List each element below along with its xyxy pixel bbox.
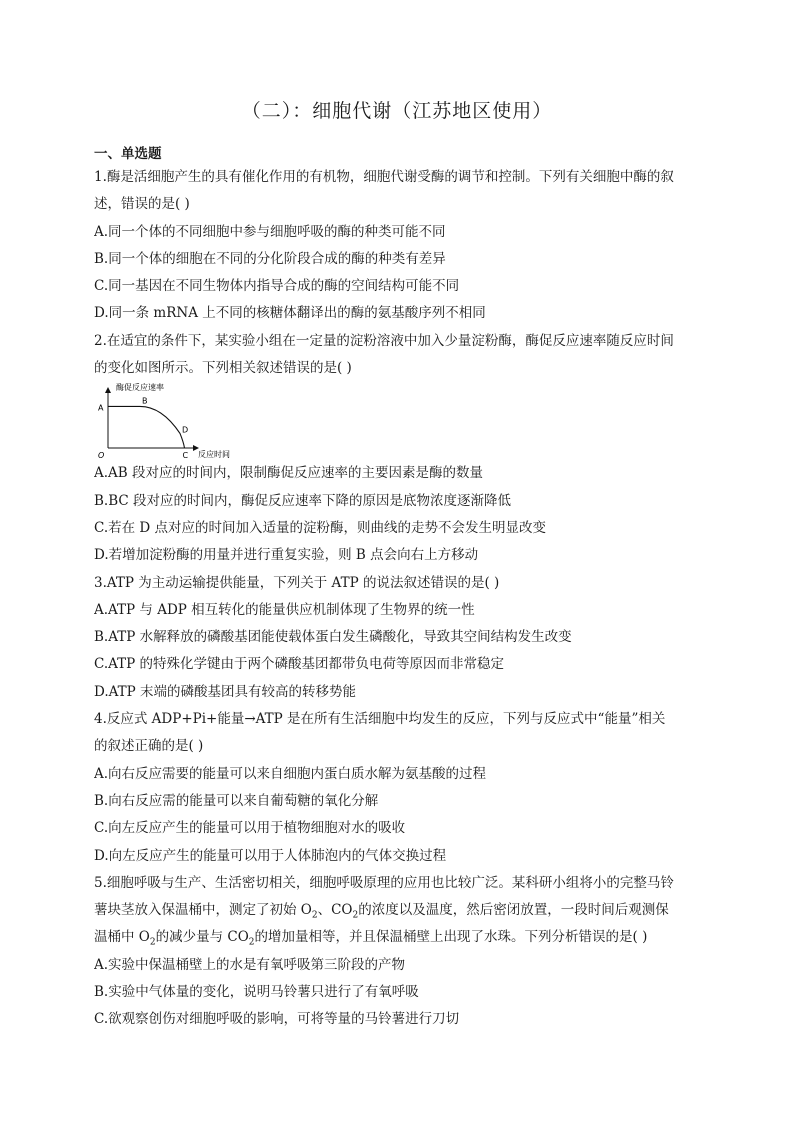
rate-curve (108, 407, 185, 449)
q5-stem-line2: 薯块茎放入保温桶中，测定了初始 $O_2$、$CO_2$的浓度以及温度，然后密闭放置，一段时间后观测保 (94, 902, 669, 921)
q2-option-c: C.若在 D 点对应的时间加入适量的淀粉酶，则曲线的走势不会发生明显改变 (94, 519, 547, 536)
q2-option-b: B.BC 段对应的时间内，酶促反应速率下降的原因是底物浓度逐渐降低 (94, 492, 512, 509)
question-list (94, 144, 704, 1034)
enzyme-rate-chart (94, 382, 704, 460)
q1-option-a: A.同一个体的不同细胞中参与细胞呼吸的酶的种类可能不同 (94, 223, 446, 240)
q5-option-c: C.欲观察创伤对细胞呼吸的影响，可将等量的马铃薯进行刀切 (94, 1011, 460, 1028)
q1-option-c: C.同一基因在不同生物体内指导合成的酶的空间结构可能不同 (94, 278, 460, 295)
q4-option-b: B.向右反应需的能量可以来自葡萄糖的氧化分解 (94, 792, 379, 809)
q4-stem-line1: 4.反应式 ADP+Pi+能量→ATP 是在所有生活细胞中均发生的反应，下列与反应式中“能量”相关 (94, 711, 666, 728)
q3-stem-line1: 3.ATP 为主动运输提供能量，下列关于 ATP 的说法叙述错误的是( ) (94, 574, 500, 591)
q4-option-d: D.向左反应产生的能量可以用于人体肺泡内的气体交换过程 (94, 847, 447, 864)
q3-option-d: D.ATP 末端的磷酸基团具有较高的转移势能 (94, 683, 357, 700)
q1-option-d: D.同一条 mRNA 上不同的核糖体翻译出的酶的氨基酸序列不相同 (94, 305, 486, 322)
q1-stem-line2: 述，错误的是( ) (94, 196, 190, 213)
origin-label: O (98, 451, 105, 461)
q2-stem-line1: 2.在适宜的条件下，某实验小组在一定量的淀粉溶液中加入少量淀粉酶，酶促反应速率随反应时间 (94, 332, 674, 349)
q2-stem-line2: 的变化如图所示。下列相关叙述错误的是( ) (94, 360, 352, 377)
q5-stem-line3: 温桶中 $O_2$的减少量与 $CO_2$的增加量相等，并且保温桶壁上出现了水珠。下列分析错误的是( ) (94, 929, 648, 949)
q4-stem-line2: 的叙述正确的是( ) (94, 738, 204, 755)
q3-option-a: A.ATP 与 ADP 相互转化的能量供应机制体现了生物界的统一性 (94, 601, 475, 618)
point-label-b: B (142, 396, 148, 406)
point-label-c: C (182, 451, 189, 461)
q3-option-b: B.ATP 水解释放的磷酸基团能使载体蛋白发生磷酸化，导致其空间结构发生改变 (94, 629, 572, 646)
q5-option-a: A.实验中保温桶壁上的水是有氧呼吸第三阶段的产物 (94, 956, 406, 973)
q4-option-c: C.向左反应产生的能量可以用于植物细胞对水的吸收 (94, 820, 406, 837)
x-axis-label: 反应时间 (198, 450, 230, 460)
chart-svg (94, 382, 254, 460)
q5-option-b: B.实验中气体量的变化，说明马铃薯只进行了有氧呼吸 (94, 984, 419, 1001)
page-title: （二）：细胞代谢（江苏地区使用） (241, 100, 553, 122)
q5-stem-line1: 5.细胞呼吸与生产、生活密切相关，细胞呼吸原理的应用也比较广泛。某科研小组将小的完整马铃 (94, 874, 674, 891)
q2-option-a: A.AB 段对应的时间内，限制酶促反应速率的主要因素是酶的数量 (94, 465, 484, 482)
q1-stem-line1: 1.酶是活细胞产生的具有催化作用的有机物，细胞代谢受酶的调节和控制。下列有关细胞中酶的叙 (94, 169, 674, 185)
section-heading: 一、单选题 (94, 146, 162, 162)
y-axis-label: 酶促反应速率 (116, 383, 164, 393)
q1-option-b: B.同一个体的细胞在不同的分化阶段合成的酶的种类有差异 (94, 250, 446, 267)
q3-option-c: C.ATP 的特殊化学键由于两个磷酸基团都带负电荷等原因而非常稳定 (94, 656, 505, 673)
point-label-d: D (182, 425, 189, 435)
point-label-a: A (98, 403, 104, 413)
q4-option-a: A.向右反应需要的能量可以来自细胞内蛋白质水解为氨基酸的过程 (94, 765, 487, 782)
q2-option-d: D.若增加淀粉酶的用量并进行重复实验，则 B 点会向右上方移动 (94, 547, 479, 564)
